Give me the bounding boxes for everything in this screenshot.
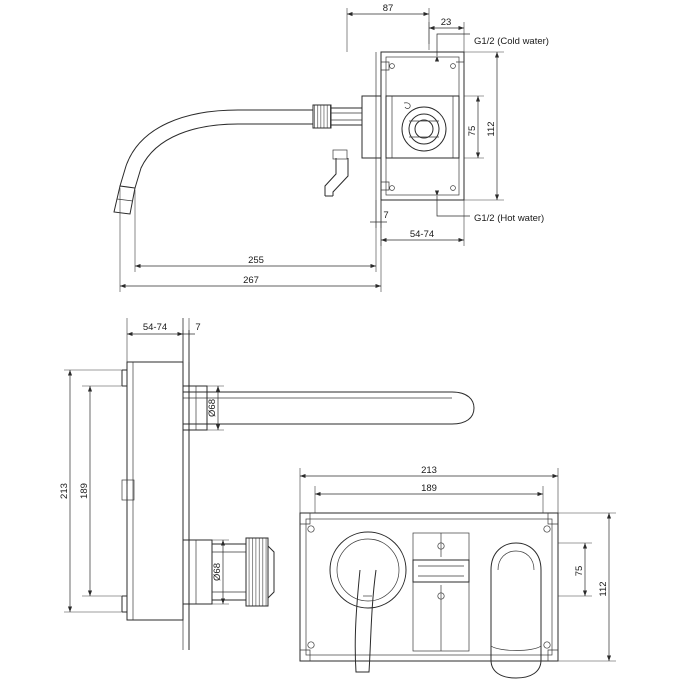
dim-label-87: 87 [382, 3, 394, 14]
dim-label-213-plate: 213 [421, 465, 437, 476]
dim-label-54-74-side: 54-74 [142, 322, 168, 333]
dim-label-213-side: 213 [59, 483, 70, 499]
dimensions-plate-front [300, 468, 616, 661]
dim-label-hot-water: G1/2 (Hot water) [474, 213, 545, 224]
dim-label-112-plate: 112 [598, 581, 609, 597]
dim-label-cold-water: G1/2 (Cold water) [474, 36, 549, 47]
dimensions-top-view [120, 8, 504, 292]
dim-label-112: 112 [486, 121, 497, 137]
dim-label-255: 255 [248, 255, 264, 266]
dim-label-189-side: 189 [79, 483, 90, 499]
dim-label-75: 75 [467, 125, 478, 137]
dimension-labels [59, 3, 609, 597]
dim-label-189-plate: 189 [421, 483, 437, 494]
dim-label-267: 267 [243, 275, 259, 286]
view-top-assembly [114, 52, 464, 214]
dim-label-23: 23 [440, 17, 452, 28]
view-plate-front [300, 513, 558, 678]
dim-label-54-74: 54-74 [409, 229, 435, 240]
dim-label-dia68-lower: Ø68 [212, 563, 223, 581]
dim-label-7: 7 [383, 210, 389, 221]
dim-label-75-plate: 75 [574, 565, 585, 577]
dim-label-dia68-upper: Ø68 [207, 399, 218, 417]
dim-label-7-side: 7 [195, 322, 201, 333]
